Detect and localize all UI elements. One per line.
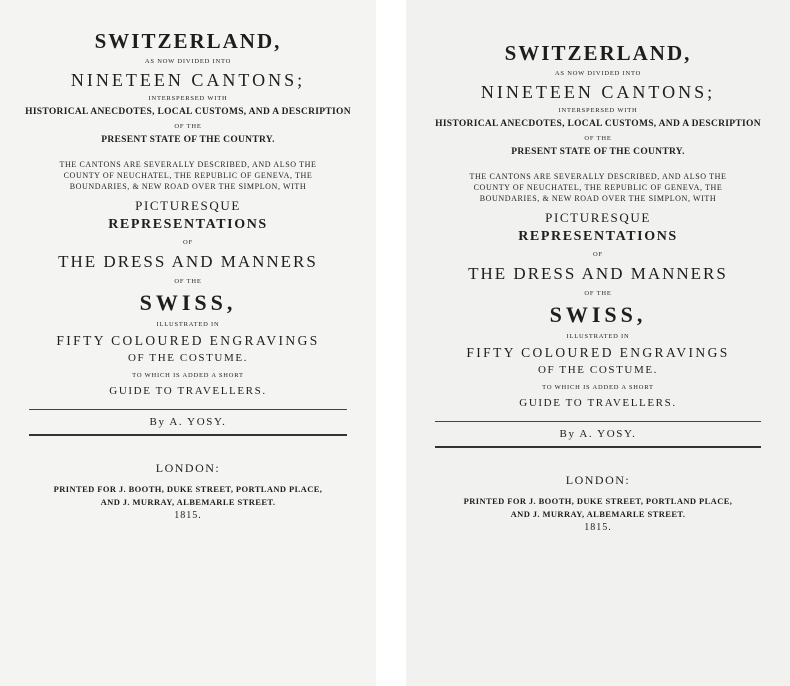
present-state-line: PRESENT STATE OF THE COUNTRY. (101, 135, 275, 145)
of-the-connector: OF THE (174, 123, 202, 130)
dress-manners-line: THE DRESS AND MANNERS (468, 264, 728, 283)
book-title: SWITZERLAND, (504, 41, 692, 65)
description-line-2: COUNTY OF NEUCHATEL, THE REPUBLIC OF GENEVA, THE (63, 171, 313, 180)
dress-manners-line: THE DRESS AND MANNERS (58, 252, 318, 271)
title-page-left (0, 0, 376, 686)
description-line-1: THE CANTONS ARE SEVERALLY DESCRIBED, AND ALSO THE (59, 160, 317, 169)
of-connector: OF (593, 251, 603, 258)
imprint-year: 1815. (584, 521, 612, 533)
added-connector: TO WHICH IS ADDED A SHORT (542, 384, 654, 391)
imprint-year: 1815. (174, 509, 202, 521)
subtitle-connector: AS NOW DIVIDED INTO (144, 58, 232, 65)
author-line: By A. YOSY. (559, 428, 637, 440)
anecdotes-line: HISTORICAL ANECDOTES, LOCAL CUSTOMS, AND A DESCRIPTION (25, 107, 351, 117)
costume-line: OF THE COSTUME. (537, 364, 659, 376)
costume-line: OF THE COSTUME. (127, 352, 249, 364)
picturesque-line: PICTURESQUE (545, 210, 651, 225)
interspersed-connector: INTERSPERSED WITH (558, 107, 638, 114)
rule-top (29, 409, 347, 410)
of-the-connector: OF THE (584, 135, 612, 142)
cantons-heading: NINETEEN CANTONS; (70, 70, 306, 90)
representations-line: REPRESENTATIONS (108, 217, 268, 232)
imprint-city: LONDON: (155, 460, 221, 475)
anecdotes-line: HISTORICAL ANECDOTES, LOCAL CUSTOMS, AND A DESCRIPTION (435, 119, 761, 129)
imprint-city: LONDON: (565, 472, 631, 487)
of-the-connector-2: OF THE (584, 290, 612, 297)
representations-line: REPRESENTATIONS (518, 229, 678, 244)
rule-bottom (29, 434, 347, 436)
book-title: SWITZERLAND, (94, 29, 282, 53)
author-line: By A. YOSY. (149, 416, 227, 428)
description-line-2: COUNTY OF NEUCHATEL, THE REPUBLIC OF GENEVA, THE (473, 183, 723, 192)
subtitle-connector: AS NOW DIVIDED INTO (554, 70, 642, 77)
engravings-line: FIFTY COLOURED ENGRAVINGS (56, 333, 320, 348)
guide-line: GUIDE TO TRAVELLERS. (109, 385, 267, 397)
printer-line-1: PRINTED FOR J. BOOTH, DUKE STREET, PORTLAND PLACE, (53, 483, 323, 494)
cantons-heading: NINETEEN CANTONS; (480, 82, 716, 102)
description-line-1: THE CANTONS ARE SEVERALLY DESCRIBED, AND ALSO THE (469, 172, 727, 181)
picturesque-line: PICTURESQUE (135, 198, 241, 213)
present-state-line: PRESENT STATE OF THE COUNTRY. (511, 147, 685, 157)
of-the-connector-2: OF THE (174, 278, 202, 285)
printer-line-2: AND J. MURRAY, ALBEMARLE STREET. (510, 508, 686, 519)
swiss-line: SWISS, (139, 290, 237, 315)
rule-top (435, 421, 761, 422)
of-connector: OF (183, 239, 193, 246)
engravings-line: FIFTY COLOURED ENGRAVINGS (466, 345, 730, 360)
illustrated-connector: ILLUSTRATED IN (566, 333, 630, 340)
interspersed-connector: INTERSPERSED WITH (148, 95, 228, 102)
printer-line-2: AND J. MURRAY, ALBEMARLE STREET. (100, 496, 276, 507)
rule-bottom (435, 446, 761, 448)
description-line-3: BOUNDARIES, & NEW ROAD OVER THE SIMPLON, WITH (69, 182, 307, 191)
printer-line-1: PRINTED FOR J. BOOTH, DUKE STREET, PORTLAND PLACE, (463, 495, 733, 506)
illustrated-connector: ILLUSTRATED IN (156, 321, 220, 328)
swiss-line: SWISS, (549, 302, 647, 327)
added-connector: TO WHICH IS ADDED A SHORT (132, 372, 244, 379)
description-line-3: BOUNDARIES, & NEW ROAD OVER THE SIMPLON, WITH (479, 194, 717, 203)
guide-line: GUIDE TO TRAVELLERS. (519, 397, 677, 409)
title-page-right (406, 0, 790, 686)
